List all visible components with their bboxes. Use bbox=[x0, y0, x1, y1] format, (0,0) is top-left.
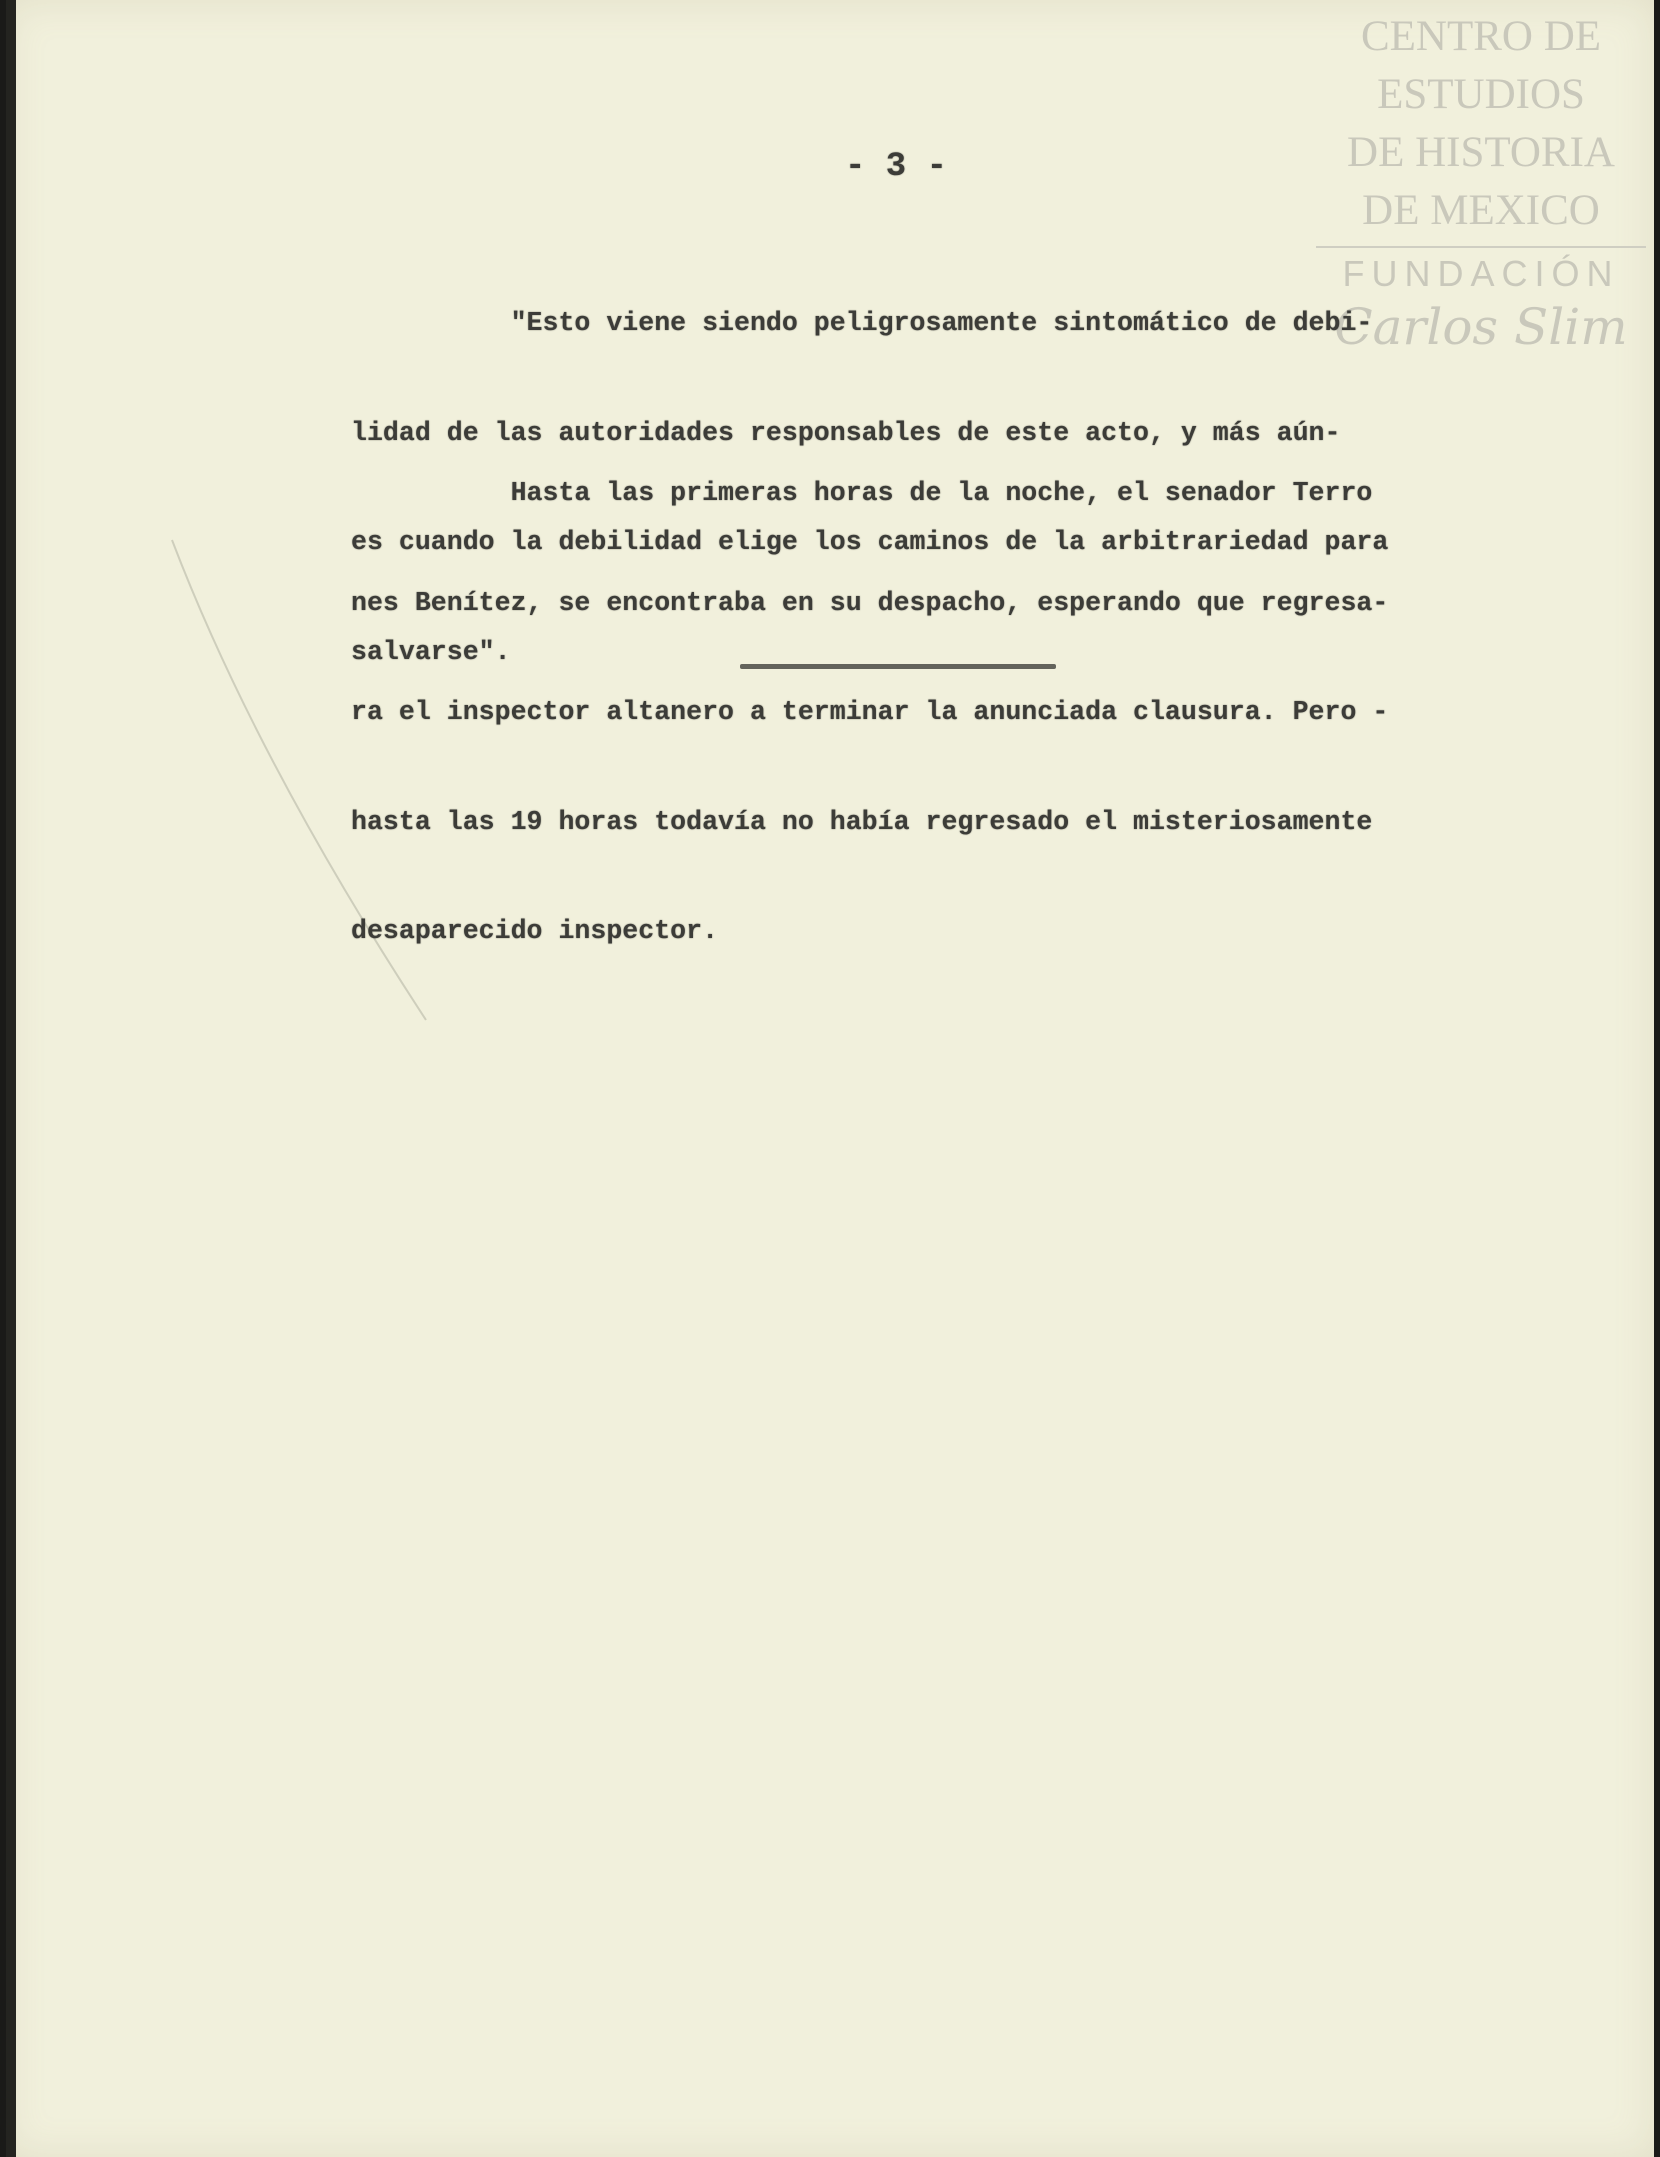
watermark-signature: Carlos Slim bbox=[1334, 298, 1628, 356]
closing-rule bbox=[740, 664, 1056, 669]
watermark-line-3: DE HISTORIA bbox=[1347, 129, 1615, 176]
watermark-foundation: FUNDACIÓN bbox=[1342, 253, 1620, 294]
watermark-line-1: CENTRO DE bbox=[1360, 13, 1602, 60]
watermark-line-4: DE MEXICO bbox=[1362, 187, 1600, 234]
text-line: hasta las 19 horas todavía no había regresado el misteriosamente bbox=[351, 806, 1373, 837]
text-line: salvarse". bbox=[351, 636, 511, 667]
text-line: es cuando la debilidad elige los caminos de la arbitrariedad para bbox=[351, 527, 1389, 557]
text-line: Hasta las primeras horas de la noche, el senador Terro bbox=[351, 478, 1373, 508]
text-line: desaparecido inspector. bbox=[351, 916, 719, 946]
text-line: lidad de las autoridades responsables de este acto, y más aún- bbox=[351, 417, 1341, 448]
text-line: "Esto viene siendo peligrosamente sintomático de debi- bbox=[351, 308, 1373, 338]
page-number: - 3 - bbox=[844, 148, 948, 186]
paragraph-narrative bbox=[351, 402, 1591, 1023]
document-page bbox=[6, 0, 1654, 2157]
watermark-line-2: ESTUDIOS bbox=[1377, 71, 1585, 118]
text-line: nes Benítez, se encontraba en su despacho, esperando que regresa- bbox=[351, 587, 1389, 618]
text-line: ra el inspector altanero a terminar la anunciada clausura. Pero - bbox=[351, 697, 1389, 727]
